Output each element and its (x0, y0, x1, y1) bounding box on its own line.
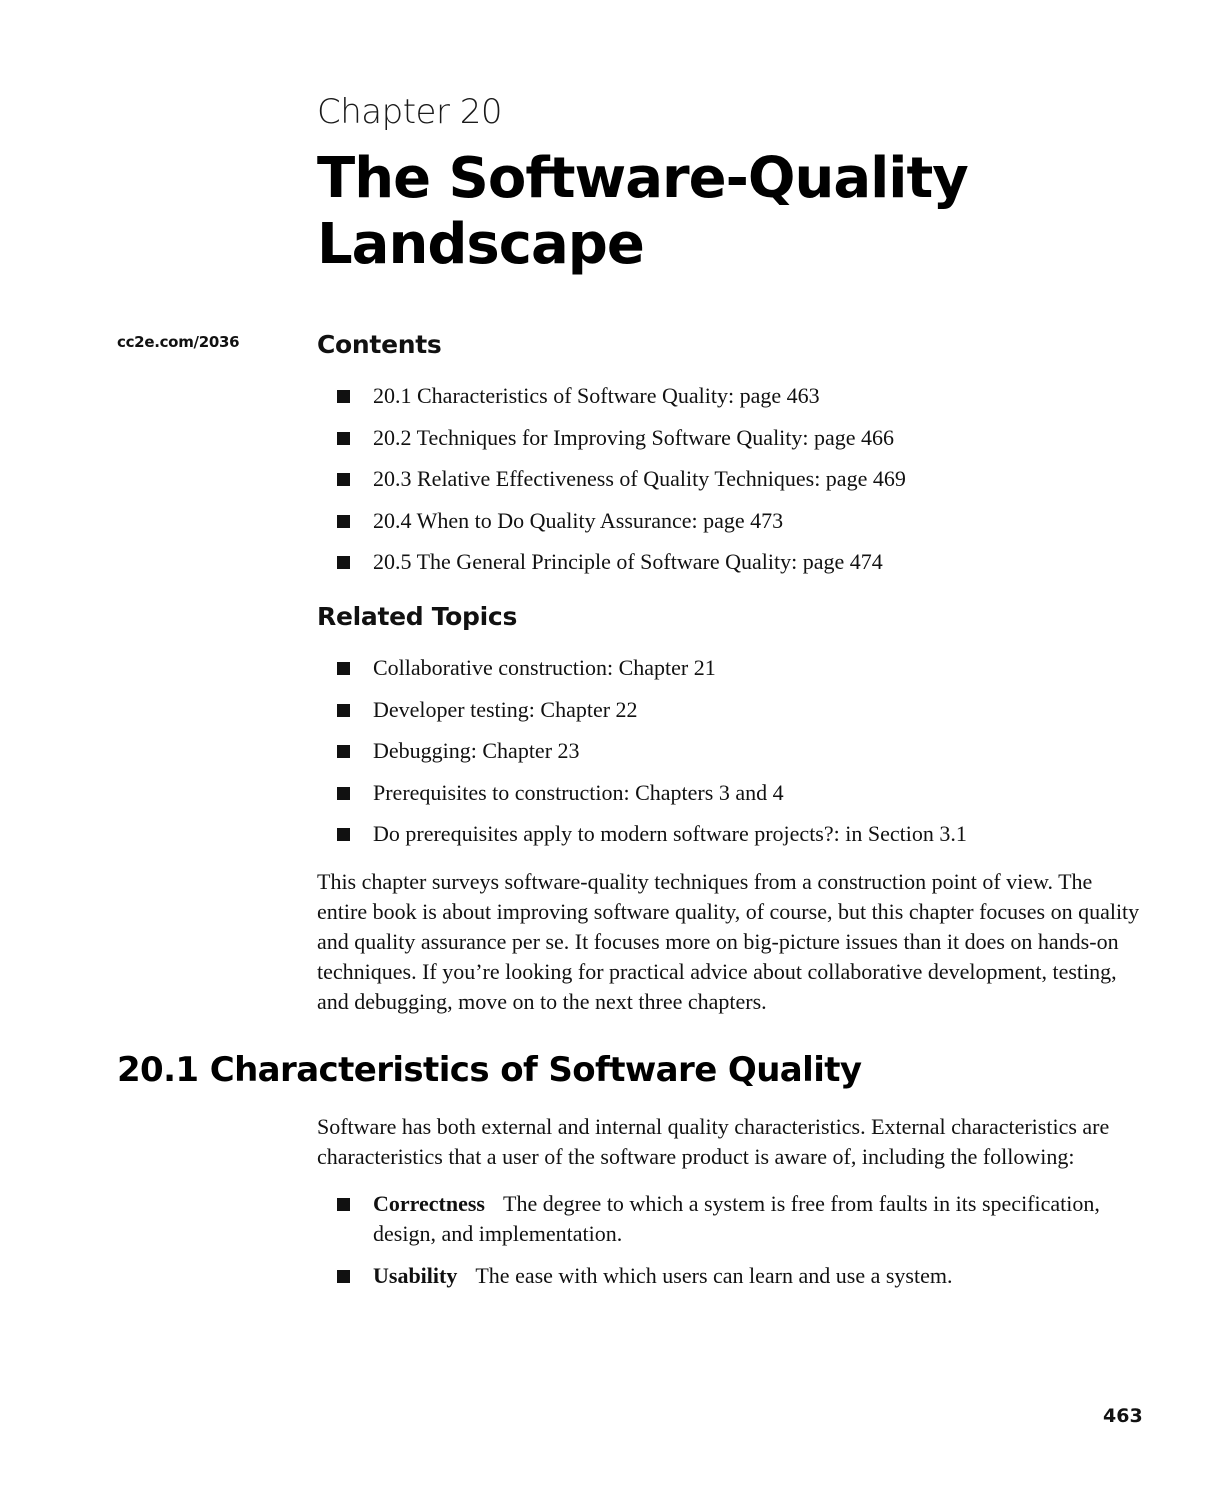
list-item (337, 381, 1157, 423)
related-topics-heading: Related Topics (317, 602, 518, 631)
characteristic-term: Correctness (373, 1191, 485, 1216)
list-item (337, 695, 1157, 737)
contents-item-2: 20.2 Techniques for Improving Software Quality: page 466 (373, 424, 895, 450)
list-item (337, 819, 1157, 861)
contents-list (337, 381, 1157, 589)
list-item (337, 1261, 1137, 1291)
list-item (337, 423, 1157, 465)
related-item-3: Debugging: Chapter 23 (373, 738, 580, 763)
characteristics-list (337, 1189, 1137, 1303)
bullet-icon (337, 745, 350, 758)
contents-item-1: 20.1 Characteristics of Software Quality: page 463 (373, 383, 820, 408)
contents-item-4: 20.4 When to Do Quality Assurance: page 473 (373, 507, 784, 533)
characteristic-description: The ease with which users can learn and use a system. (475, 1263, 953, 1288)
contents-item-3: 20.3 Relative Effectiveness of Quality Techniques: page 469 (373, 466, 906, 491)
characteristic-term: Usability (373, 1263, 458, 1288)
list-item (337, 736, 1157, 778)
chapter-label: Chapter 20 (317, 92, 503, 132)
bullet-icon (337, 704, 350, 717)
bullet-icon (337, 390, 350, 403)
related-item-1: Collaborative construction: Chapter 21 (373, 655, 716, 680)
list-item (337, 653, 1157, 695)
bullet-icon (337, 1270, 350, 1283)
bullet-icon (337, 473, 350, 486)
margin-link: cc2e.com/2036 (117, 333, 240, 351)
contents-item-5: 20.5 The General Principle of Software Quality: page 474 (373, 549, 883, 574)
related-item-5: Do prerequisites apply to modern software projects?: in Section 3.1 (373, 821, 967, 846)
list-item (337, 506, 1157, 548)
bullet-icon (337, 556, 350, 569)
bullet-icon (337, 515, 350, 528)
list-item (337, 778, 1157, 820)
intro-paragraph: This chapter surveys software-quality techniques from a construction point of view. The entire book is about improving software quality, of course, but this chapter focuses on quality and quality assurance per se. It focuses more on big-picture issues than it does on hands-on techniques. If you’re looking for practical advice about collaborative development, testing, and debugging, move on to the next three chapters. (317, 869, 1140, 1014)
related-topics-list (337, 653, 1157, 861)
bullet-icon (337, 1198, 350, 1211)
related-item-2: Developer testing: Chapter 22 (373, 696, 638, 722)
characteristic-description: The degree to which a system is free from faults in its specification, design, and implementation. (373, 1191, 1100, 1246)
related-item-4: Prerequisites to construction: Chapters 3 and 4 (373, 779, 784, 805)
bullet-icon (337, 432, 350, 445)
list-item (337, 1189, 1137, 1249)
bullet-icon (337, 787, 350, 800)
contents-heading: Contents (317, 330, 442, 359)
bullet-icon (337, 662, 350, 675)
list-item (337, 464, 1157, 506)
list-item (337, 547, 1157, 589)
page-number: 463 (1103, 1405, 1143, 1427)
bullet-icon (337, 828, 350, 841)
section-heading: 20.1 Characteristics of Software Quality (117, 1050, 862, 1090)
chapter-title: The Software-Quality Landscape (317, 146, 968, 277)
section-paragraph: Software has both external and internal quality characteristics. External characteristics are characteristics that a user of the software product is aware of, including the following: (317, 1114, 1110, 1169)
